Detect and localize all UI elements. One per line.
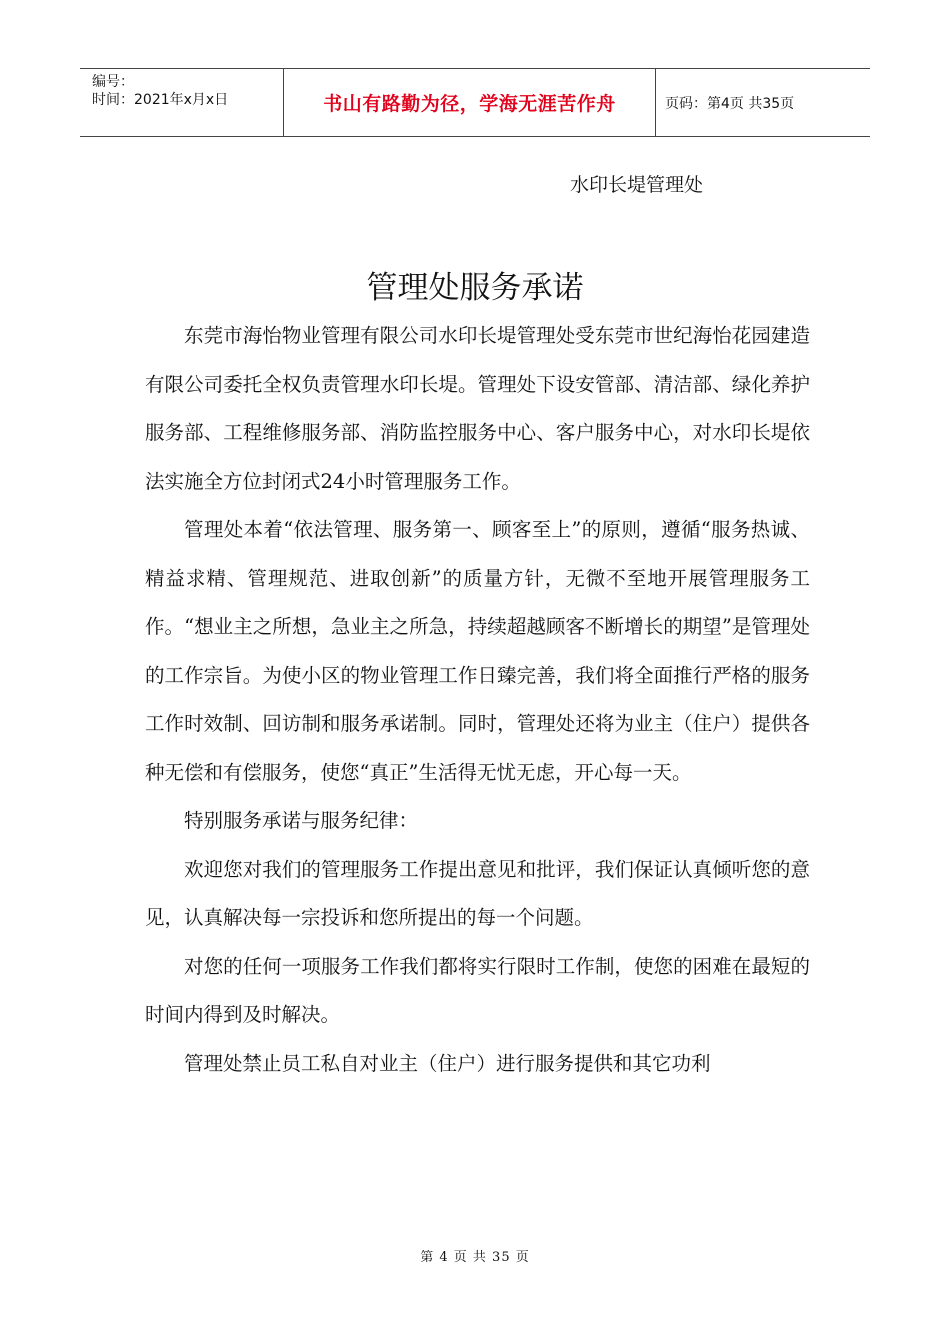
page-footer: 第 4 页 共 35 页 [420, 1250, 530, 1265]
document-title: 管理处服务承诺 [366, 270, 584, 306]
paragraph-time-limit: 对您的任何一项服务工作我们都将实行限时工作制，使您的困难在最短的时间内得到及时解决。 [145, 954, 810, 1026]
page-header [80, 68, 870, 137]
paragraph-feedback: 欢迎您对我们的管理服务工作提出意见和批评，我们保证认真倾听您的意见，认真解决每一宗投诉和您所提出的每一个问题。 [145, 857, 810, 929]
document-body [145, 312, 810, 1088]
number-label: 编号： [92, 74, 134, 90]
time-label: 时间：2021年x月x日 [92, 92, 229, 108]
header-page-info: 页码：第4页 共35页 [665, 95, 795, 112]
paragraph-prohibition: 管理处禁止员工私自对业主（住户）进行服务提供和其它功利 [184, 1051, 711, 1075]
paragraph-principles: 管理处本着“依法管理、服务第一、顾客至上”的原则，遵循“服务热诚、精益求精、管理规范、进取创新”的质量方针，无微不至地开展管理服务工作。“想业主之所想，急业主之所急，持续超越顾客不断增长的期望”是管理处的工作宗旨。为使小区的物业管理工作日臻完善，我们将全面推行严格的服务工作时效制、回访制和服务承诺制。同时，管理处还将为业主（住户）提供各种无偿和有偿服务，使您“真正”生活得无忧无虑，开心每一天。 [145, 518, 810, 784]
paragraph-intro: 东莞市海怡物业管理有限公司水印长堤管理处受东莞市世纪海怡花园建造有限公司委托全权负责管理水印长堤。管理处下设安管部、清洁部、绿化养护服务部、工程维修服务部、消防监控服务中心、客户服务中心，对水印长堤依法实施全方位封闭式24小时管理服务工作。 [145, 324, 810, 493]
header-meta [80, 69, 283, 136]
header-motto: 书山有路勤为径，学海无涯苦作舟 [283, 69, 656, 136]
organization-name: 水印长堤管理处 [570, 174, 704, 196]
paragraph-special-heading: 特别服务承诺与服务纪律： [184, 809, 419, 832]
